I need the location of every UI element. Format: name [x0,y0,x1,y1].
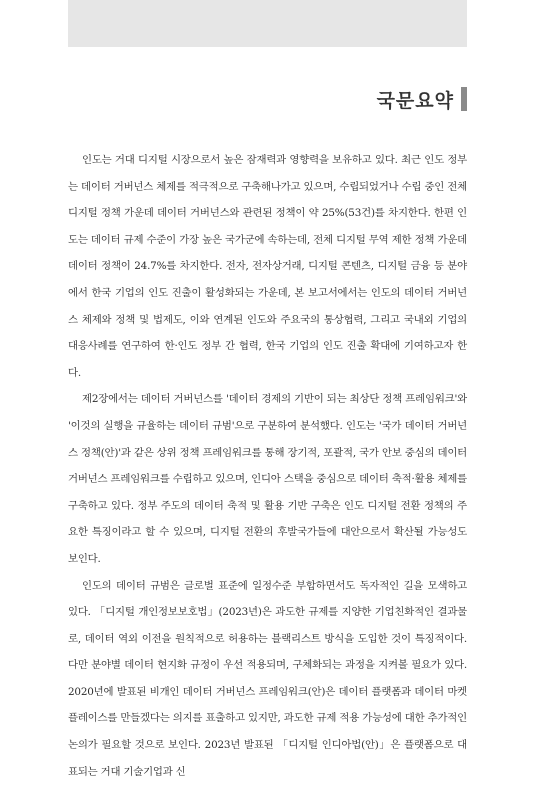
paragraph-1: 인도는 거대 디지털 시장으로서 높은 잠재력과 영향력을 보유하고 있다. 최근 인도 정부는 데이터 거버넌스 체제를 적극적으로 구축해나가고 있으며, 수립되었거나 수립 중인 전체 디지털 정책 가운데 데이터 거버넌스와 관련된 정책이 약 25%(53건)를 차지한다. 한편 인도는 데이터 규제 수준이 가장 높은 국가군에 속하는데, 전체 디지털 무역 제한 정책 가운데 데이터 정책이 24.7%를 차지한다. 전자, 전자상거래, 디지털 콘텐츠, 디지털 금융 등 분야에서 한국 기업의 인도 진출이 활성화되는 가운데, 본 보고서에서는 인도의 데이터 거버넌스 체제와 정책 및 법제도, 이와 연계된 인도와 주요국의 통상협력, 그리고 국내외 기업의 대응사례를 연구하여 한·인도 정부 간 협력, 한국 기업의 인도 진출 확대에 기여하고자 한다. [68,154,467,379]
summary-body [68,147,467,785]
section-title-block [377,86,467,112]
paragraph-3: 인도의 데이터 규범은 글로벌 표준에 일정수준 부합하면서도 독자적인 길을 모색하고 있다. 「디지털 개인정보보호법」(2023년)은 과도한 규제를 지양한 기업친화적인 결과물로, 데이터 역외 이전을 원칙적으로 허용하는 블랙리스트 방식을 도입한 것이 특징적이다. 다만 분야별 데이터 현지화 규정이 우선 적용되며, 구체화되는 과정을 지켜볼 필요가 있다. 2020년에 발표된 비개인 데이터 거버넌스 프레임워크(안)은 데이터 플랫폼과 데이터 마켓플레이스를 만들겠다는 의지를 표출하고 있지만, 과도한 규제 적용 가능성에 대한 추가적인 논의가 필요할 것으로 보인다. 2023년 발표된 「디지털 인디아법(안)」은 플랫폼으로 대표되는 거대 기술기업과 신 [68,579,467,778]
paragraph-2: 제2장에서는 데이터 거버넌스를 '데이터 경제의 기반이 되는 최상단 정책 프레임워크'와 '이것의 실행을 규율하는 데이터 규범'으로 구분하여 분석했다. 인도는 '국가 데이터 거버넌스 정책(안)'과 같은 상위 정책 프레임워크를 통해 장기적, 포괄적, 국가 안보 중심의 데이터 거버넌스 프레임워크를 수립하고 있으며, 인디아 스택을 중심으로 데이터 축적·활용 체제를 구축하고 있다. 정부 주도의 데이터 축적 및 활용 기반 구축은 인도 디지털 전환 정책의 주요한 특징이라고 할 수 있으며, 디지털 전환의 후발국가들에 대안으로서 확산될 가능성도 보인다. [68,393,467,565]
title-accent-bar [461,87,467,111]
page-title: 국문요약 [376,89,454,112]
header-band [68,0,467,47]
